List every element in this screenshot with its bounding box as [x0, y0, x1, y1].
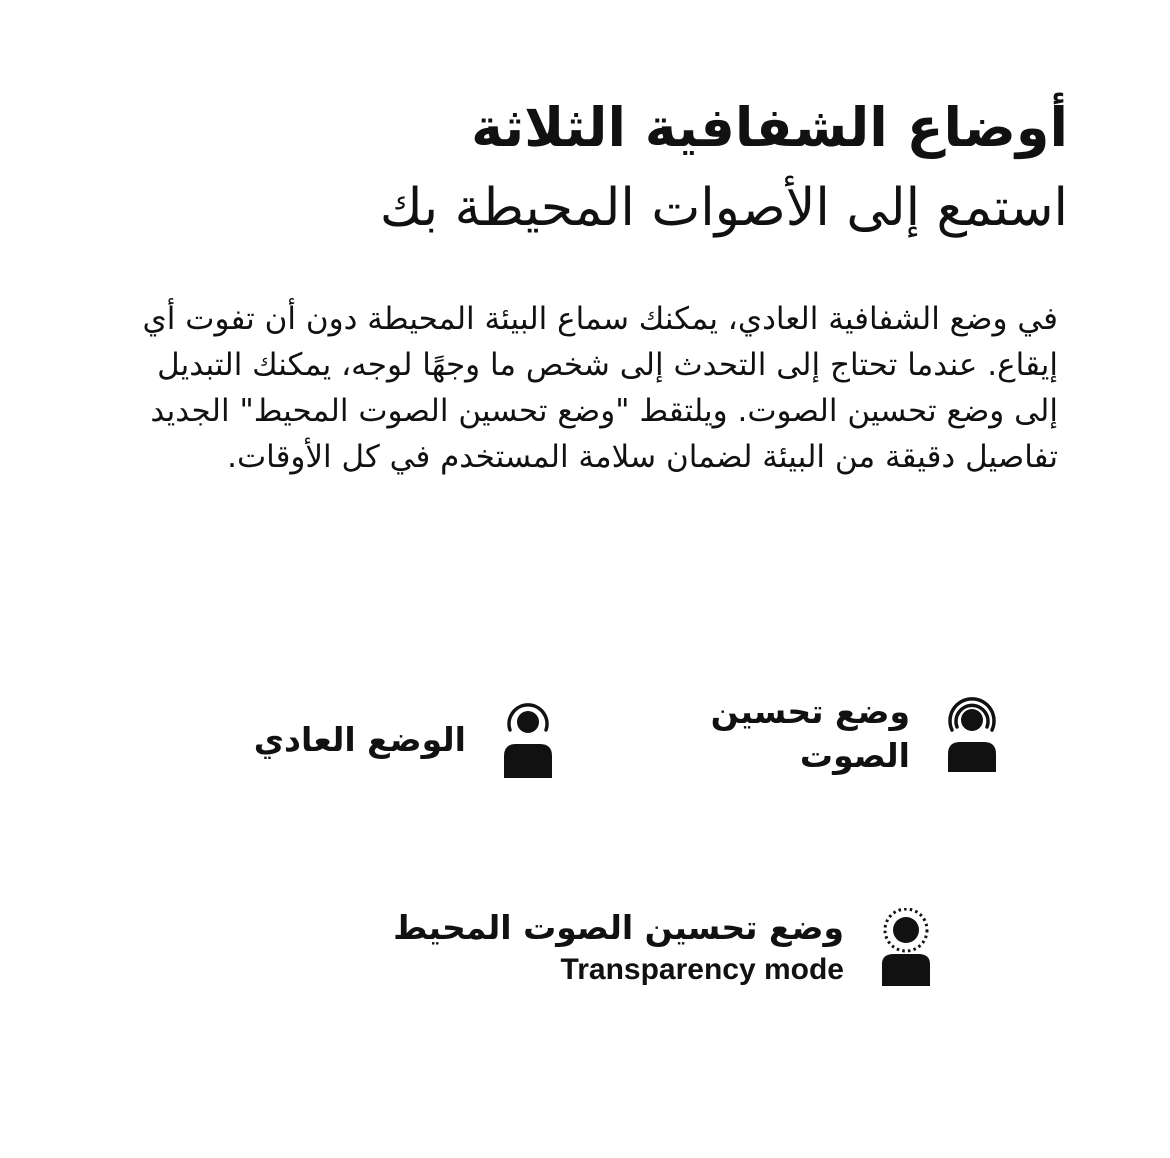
- mode-voice-enhance-label: [711, 690, 910, 778]
- mode-normal-label: الوضع العادي: [253, 720, 466, 759]
- person-dotted-halo-icon: [874, 908, 938, 988]
- page-subtitle: استمع إلى الأصوات المحيطة بك: [379, 178, 1068, 238]
- mode-normal: [254, 700, 560, 780]
- mode-voice-enhance-line2: الصوت: [799, 736, 910, 775]
- heading-block: [108, 88, 1068, 248]
- person-single-wave-icon: [496, 700, 560, 780]
- mode-voice-enhance-line1: وضع تحسين: [710, 692, 910, 731]
- mode-ambient-enhance: [393, 906, 938, 990]
- page-title: أوضاع الشفافية الثلاثة: [471, 96, 1068, 159]
- description-paragraph: في وضع الشفافية العادي، يمكنك سماع البيئة المحيطة دون أن تفوت أي إيقاع. عندما تحتاج إلى التحدث إلى شخص ما وجهًا لوجه، يمكنك التبديل إلى وضع تحسين الصوت. ويلتقط "وضع تحسين الصوت المحيط" الجديد تفاصيل دقيقة من البيئة لضمان سلامة المستخدم في كل الأوقات.: [142, 301, 1058, 475]
- mode-ambient-enhance-title: وضع تحسين الصوت المحيط: [393, 908, 844, 947]
- mode-voice-enhance: [711, 690, 1004, 778]
- person-sound-waves-icon: [940, 694, 1004, 774]
- mode-ambient-enhance-note: Transparency mode: [560, 953, 844, 986]
- mode-ambient-enhance-label: [393, 906, 844, 990]
